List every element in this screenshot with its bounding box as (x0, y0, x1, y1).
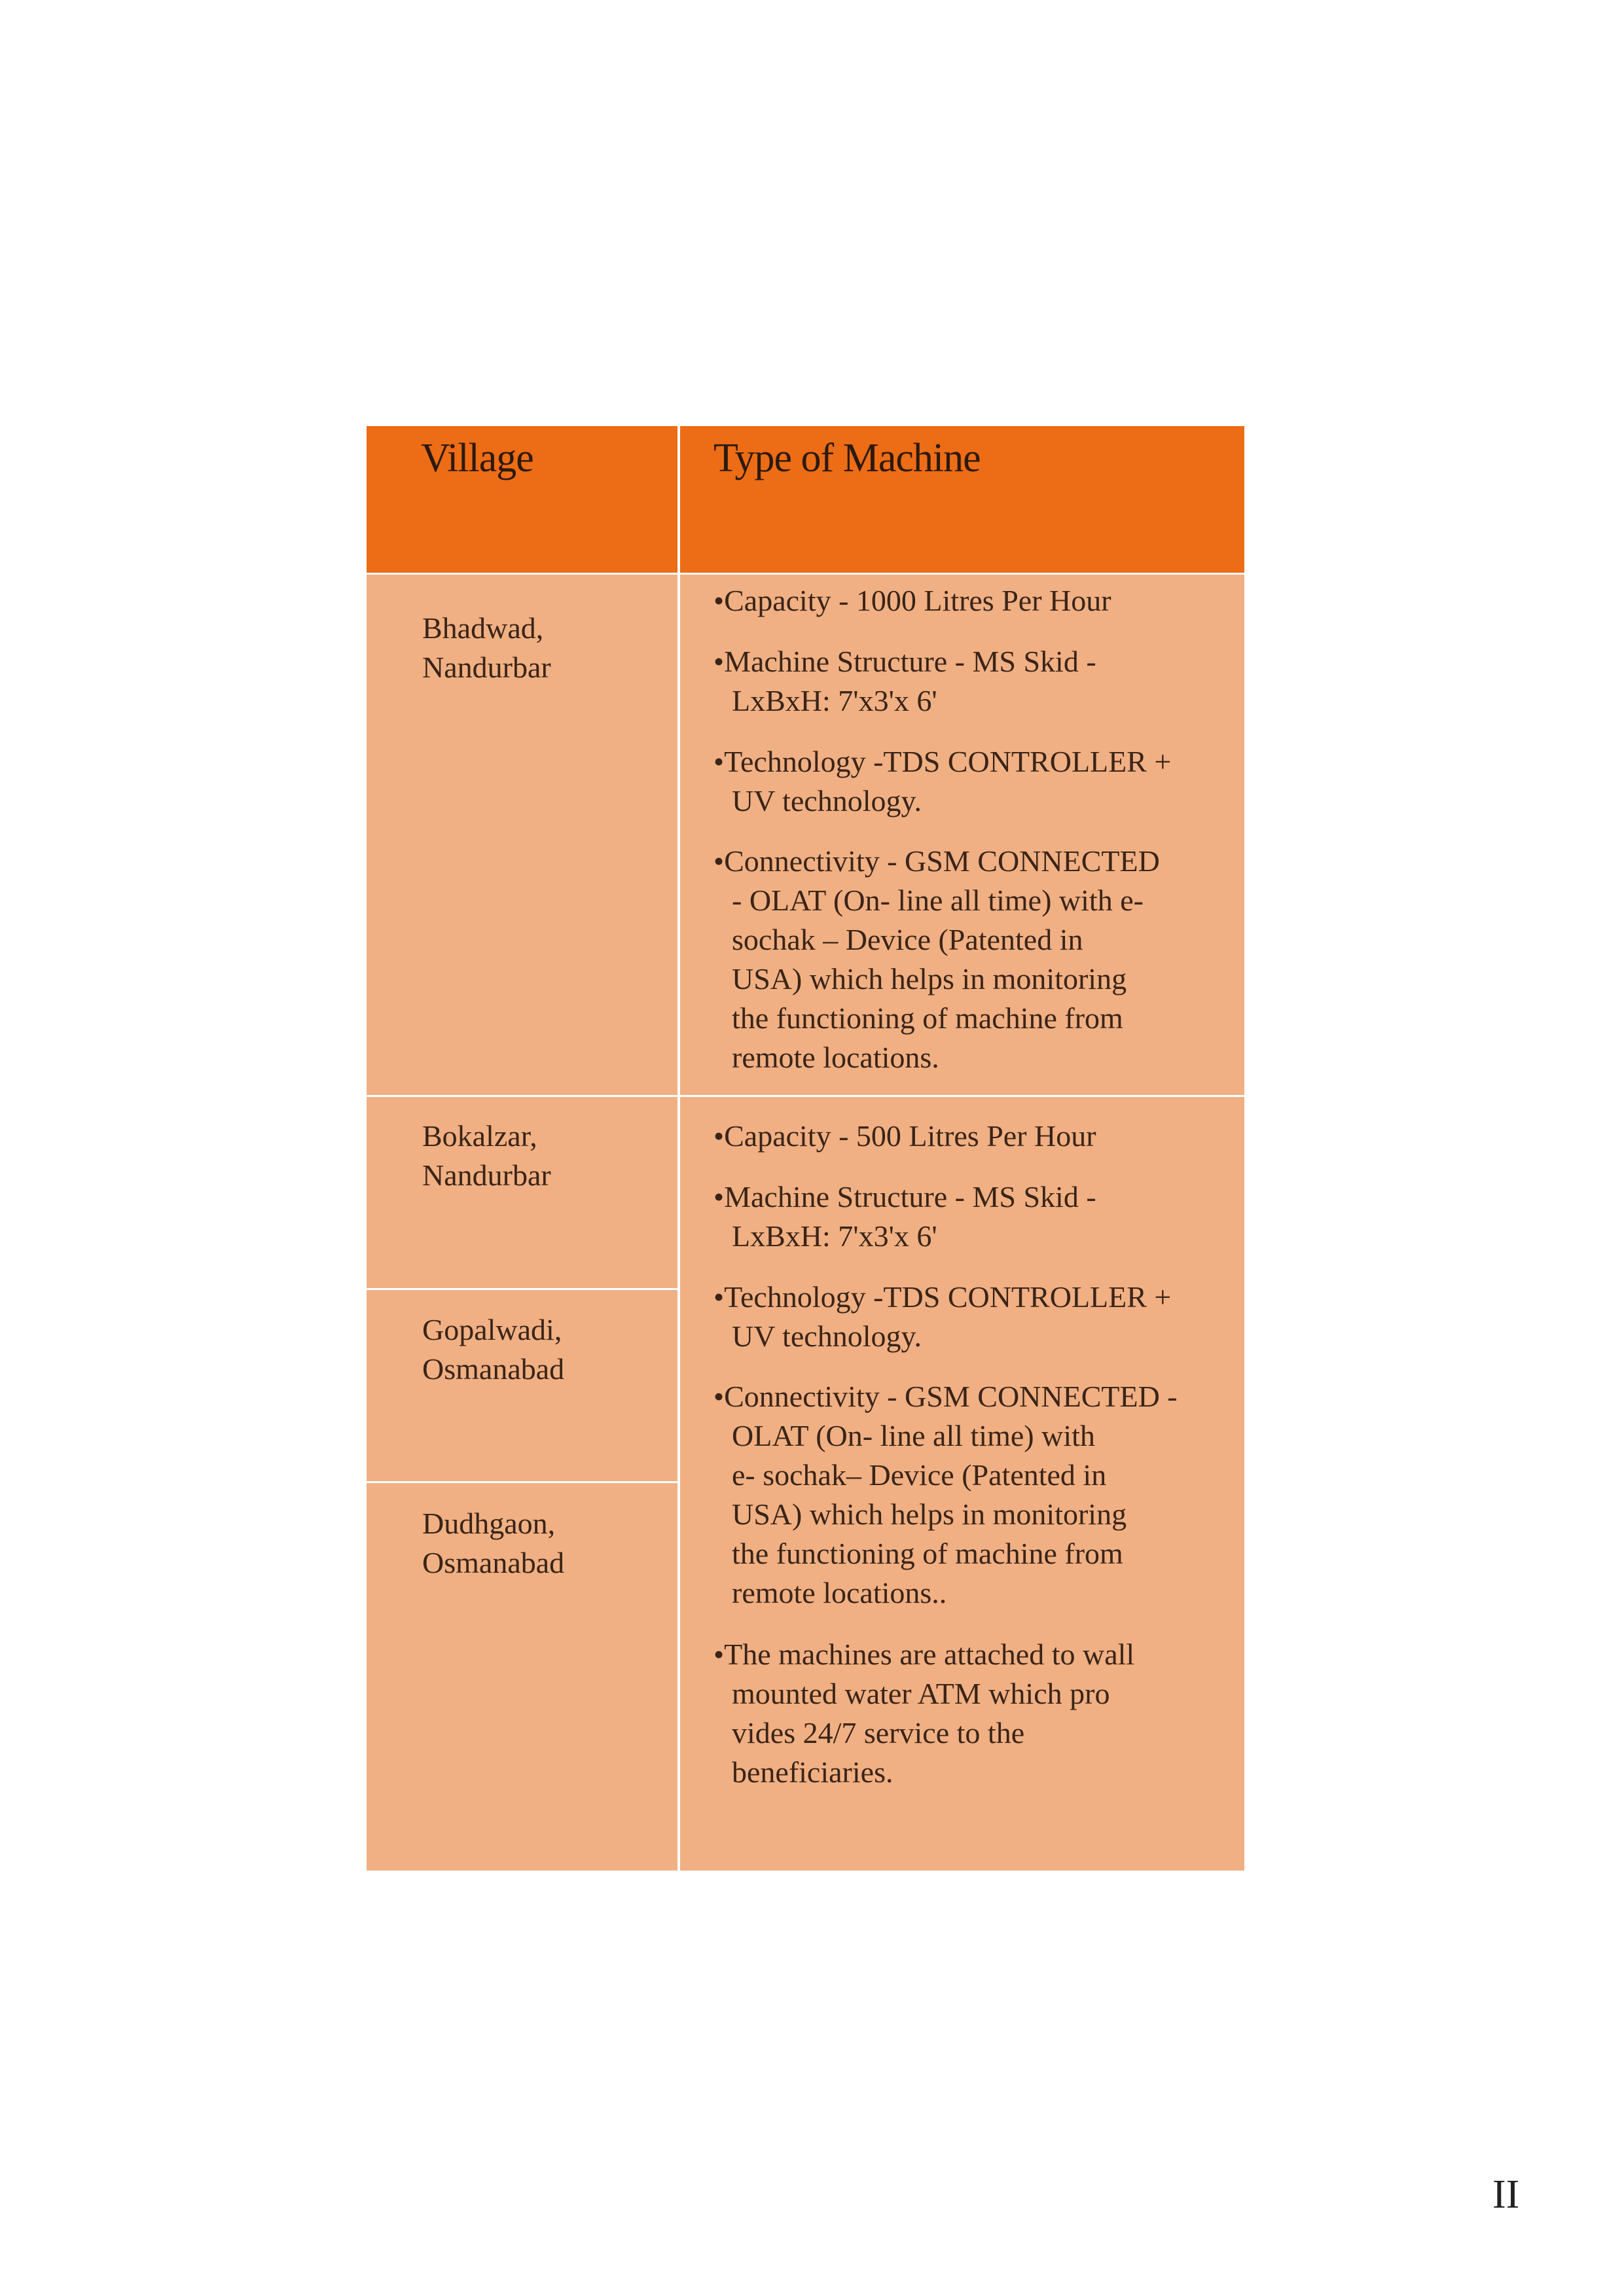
connectivity-bullet (713, 1377, 1237, 1613)
bullet-line: •Technology -TDS CONTROLLER + (713, 1280, 1172, 1314)
bullet-line: the functioning of machine from (732, 1537, 1123, 1570)
bullet-line: USA) which helps in monitoring (732, 962, 1127, 996)
bullet-line: remote locations. (732, 1041, 939, 1074)
page-number: II (1492, 2172, 1520, 2217)
village-name-line: Bhadwad, (422, 611, 544, 645)
bullet-line: vides 24/7 service to the (732, 1716, 1025, 1749)
bullet-line: UV technology. (732, 1319, 922, 1353)
village-name (422, 1504, 671, 1583)
village-name-line: Bokalzar, (422, 1119, 537, 1153)
bullet-line: e- sochak– Device (Patented in (732, 1458, 1107, 1492)
bullet-line: sochak – Device (Patented in (732, 923, 1083, 956)
header-village: Village (421, 436, 533, 480)
village-district-line: Nandurbar (422, 1158, 551, 1192)
bullet-line: •The machines are attached to wall (713, 1638, 1135, 1671)
bullet-line: remote locations.. (732, 1576, 947, 1609)
bullet-line: LxBxH: 7'x3'x 6' (732, 1219, 937, 1253)
bullet-line: mounted water ATM which pro (732, 1677, 1110, 1710)
bullet-line: •Connectivity - GSM CONNECTED - (713, 1380, 1178, 1413)
technology-bullet (713, 1278, 1237, 1356)
bullet-line: •Connectivity - GSM CONNECTED (713, 844, 1160, 878)
bullet-line: LxBxH: 7'x3'x 6' (732, 684, 937, 717)
capacity-bullet (713, 581, 1237, 620)
bullet-line: OLAT (On- line all time) with (732, 1419, 1095, 1452)
bullet-line: •Machine Structure - MS Skid - (713, 645, 1096, 678)
bullet-line: the functioning of machine from (732, 1001, 1123, 1035)
bullet-line: •Capacity - 1000 Litres Per Hour (713, 584, 1111, 617)
bullet-line: - OLAT (On- line all time) with e- (732, 884, 1144, 917)
bullet-line: UV technology. (732, 784, 922, 817)
bullet-line: beneficiaries. (732, 1755, 893, 1789)
structure-bullet (713, 642, 1237, 721)
technology-bullet (713, 742, 1237, 821)
village-name (422, 609, 671, 687)
capacity-bullet (713, 1117, 1237, 1156)
village-name-line: Dudhgaon, (422, 1507, 556, 1540)
village-name (422, 1117, 671, 1195)
bullet-line: USA) which helps in monitoring (732, 1498, 1127, 1531)
structure-bullet (713, 1177, 1237, 1256)
bullet-line: •Machine Structure - MS Skid - (713, 1180, 1096, 1213)
village-district-line: Osmanabad (422, 1546, 565, 1579)
village-district-line: Osmanabad (422, 1352, 565, 1386)
connectivity-bullet (713, 842, 1237, 1077)
bullet-line: •Technology -TDS CONTROLLER + (713, 745, 1172, 778)
village-name (422, 1310, 671, 1389)
bullet-line: •Capacity - 500 Litres Per Hour (713, 1119, 1096, 1153)
header-type-of-machine: Type of Machine (713, 436, 981, 480)
atm-bullet (713, 1635, 1237, 1792)
village-district-line: Nandurbar (422, 651, 551, 684)
village-name-line: Gopalwadi, (422, 1313, 562, 1346)
